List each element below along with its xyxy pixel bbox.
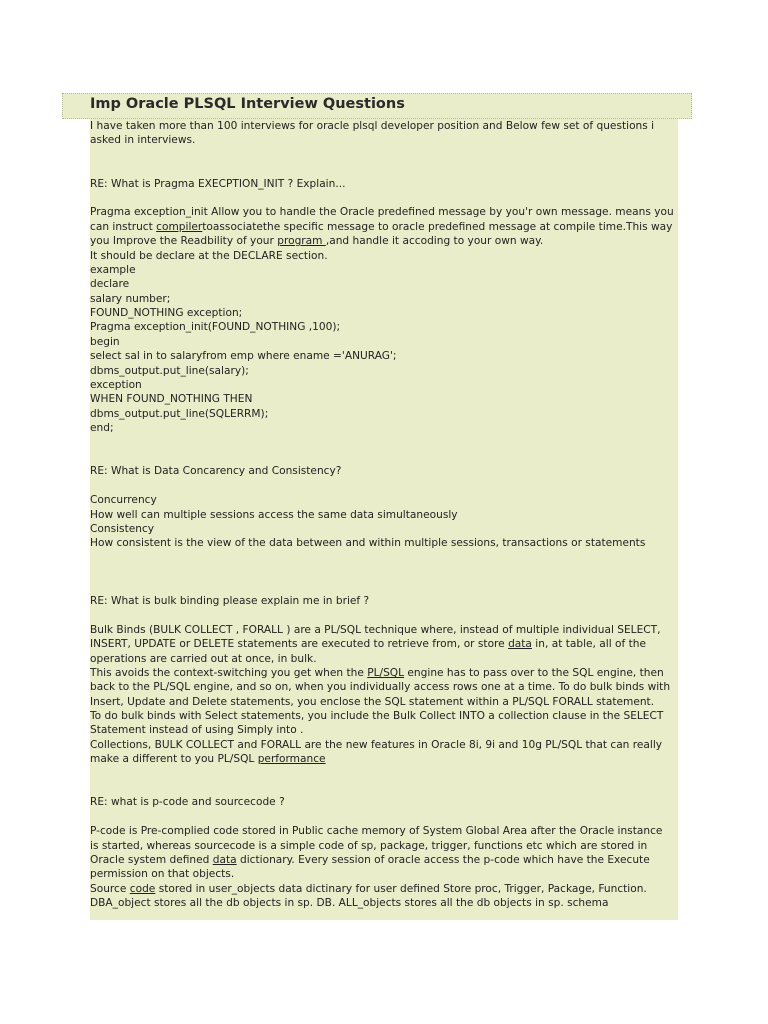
answer-line: How well can multiple sessions access the same data simultaneously [90,508,458,521]
link-compiler[interactable]: compiler [156,220,203,233]
link-code[interactable]: code [129,882,156,895]
question-heading: RE: What is Data Concarency and Consistency? [90,465,342,478]
link-data[interactable]: data [508,638,532,651]
code-line: Pragma exception_init(FOUND_NOTHING ,100); [90,321,341,334]
answer-line: Consistency [90,522,155,535]
answer-line: P-code is Pre-complied code stored in Public cache memory of System Global Area after the Oracle instance [90,825,663,838]
answer-line: To do bulk binds with Select statements, you include the Bulk Collect INTO a collection clause in the SELECT [90,710,664,723]
question-heading: RE: what is p-code and sourcecode ? [90,796,285,809]
code-line: FOUND_NOTHING exception; [90,307,243,320]
link-plsql[interactable]: PL/SQL [367,666,405,679]
article-body [90,119,678,920]
answer-line: operations are carried out at once, in bulk. [90,652,317,665]
answer-line: How consistent is the view of the data between and within multiple sessions, transactions or statements [90,537,646,550]
answer-line: Statement instead of using Simply into . [90,724,304,737]
code-line: WHEN FOUND_NOTHING THEN [90,393,253,406]
link-data[interactable]: data [212,853,237,866]
answer-line: can instruct compilertoassociatethe specific message to oracle predefined message at compile time.This way [90,220,673,233]
answer-line: back to the PL/SQL engine, and so on, when you individually access rows one at a time. To do bulk binds with [90,681,671,694]
answer-line: make a different to you PL/SQL performance [90,753,326,766]
code-line: salary number; [90,292,171,305]
answer-line: you Improve the Readbility of your program ,and handle it accoding to your own way. [90,235,544,248]
answer-line: Insert, Update and Delete statements, you enclose the SQL statement within a PL/SQL FORALL statement. [90,695,655,708]
code-line: It should be declare at the DECLARE section. [90,249,328,262]
answer-line: Source code stored in user_objects data dictinary for user defined Store proc, Trigger, Package, Function. [90,882,647,895]
page-title: Imp Oracle PLSQL Interview Questions [90,96,405,112]
code-line: select sal in to salaryfrom emp where ename ='ANURAG'; [90,350,397,363]
code-line: begin [90,335,120,348]
answer-line: is started, whereas sourcecode is a simple code of sp, package, trigger, functions etc which are stored in [90,839,648,852]
code-line: dbms_output.put_line(salary); [90,364,249,377]
answer-line: This avoids the context-switching you get when the PL/SQL engine has to pass over to the SQL engine, then [90,666,664,679]
answer-line: Bulk Binds (BULK COLLECT , FORALL ) are a PL/SQL technique where, instead of multiple individual SELECT, [90,623,661,636]
answer-line: Pragma exception_init Allow you to handle the Oracle predefined message by you'r own message. means you [90,206,674,219]
code-line: declare [90,278,130,291]
link-performance[interactable]: performance [257,753,326,766]
answer-line: permission on that objects. [90,868,235,881]
code-line: dbms_output.put_line(SQLERRM); [90,407,269,420]
intro-line: I have taken more than 100 interviews for oracle plsql developer position and Below few set of questions i [90,120,655,132]
question-heading: RE: What is bulk binding please explain me in brief ? [90,594,370,607]
code-line: end; [90,422,114,435]
answer-line: DBA_object stores all the db objects in sp. DB. ALL_objects stores all the db objects in sp. schema [90,897,609,910]
answer-line: INSERT, UPDATE or DELETE statements are executed to retrieve from, or store data in, at table, all of the [90,638,646,651]
answer-line: Collections, BULK COLLECT and FORALL are the new features in Oracle 8i, 9i and 10g PL/SQL that can really [90,738,663,751]
answer-line: Concurrency [90,494,157,507]
code-line: exception [90,379,142,392]
link-program[interactable]: program [277,235,326,248]
question-heading: RE: What is Pragma EXECPTION_INIT ? Explain... [90,177,346,190]
answer-line: Oracle system defined data dictionary. Every session of oracle access the p-code which have the Execute [90,853,650,866]
intro-line: asked in interviews. [90,134,196,147]
code-line: example [90,263,136,276]
